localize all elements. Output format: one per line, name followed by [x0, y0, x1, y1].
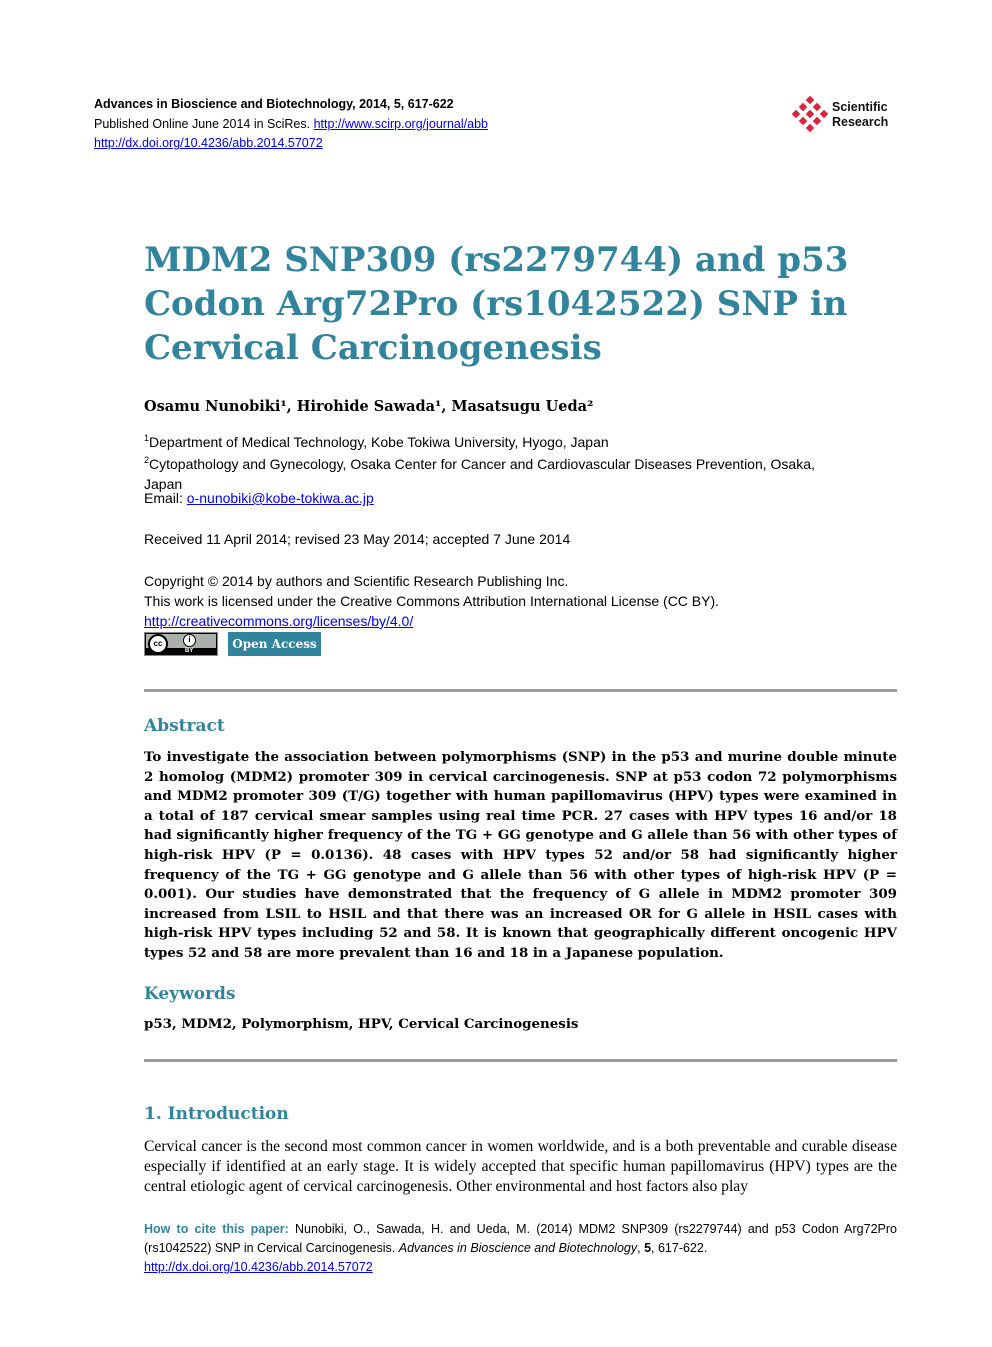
abstract-body: To investigate the association between polymorphisms (SNP) in the p53 and murine double minute 2 homolog (MDM2) promoter 309 in cervical carcinogenesis. SNP at p53 codon 72 polymorphisms and MDM2 promoter 309 (T/G) together with human papillomavirus (HPV) types were examined in a total of 187 cervical smear samples using real time PCR. 27 cases with HPV types 16 and/or 18 had significantly higher frequency of the TG + GG genotype and G allele than 56 with other types of high-risk HPV (P = 0.0136). 48 cases with HPV types 52 and/or 58 had significantly higher frequency of the TG + GG genotype and G allele than 56 with other types of high-risk HPV (P = 0.001). Our studies have demonstrated that the frequency of G allele in MDM2 promoter 309 increased from LSIL to HSIL and that there was an increased OR for G allele in HSIL cases with high-risk HPV types including 52 and 58. It is known that geographically different oncogenic HPV types 52 and 58 are more prevalent than 16 and 18 in a Japanese population.	[144, 749, 897, 961]
introduction-heading: 1. Introduction	[144, 1104, 289, 1124]
affiliation-1	[144, 428, 844, 452]
paper-title: MDM2 SNP309 (rs2279744) and p53 Codon Arg72Pro (rs1042522) SNP in Cervical Carcinogenesis	[144, 240, 849, 368]
citation-pages: , 617-622.	[651, 1241, 708, 1255]
journal-header	[94, 95, 488, 154]
citation-label: How to cite this paper:	[144, 1222, 289, 1236]
license-line: This work is licensed under the Creative Commons Attribution International License (CC BY).	[144, 593, 720, 609]
affiliation-2-number: 2	[144, 455, 150, 465]
doi-link[interactable]: http://dx.doi.org/10.4236/abb.2014.57072	[94, 136, 323, 150]
publisher-logo-icon	[790, 96, 830, 136]
keywords-list: p53, MDM2, Polymorphism, HPV, Cervical Carcinogenesis	[144, 1016, 579, 1032]
citation-journal: Advances in Bioscience and Biotechnology	[398, 1241, 638, 1255]
published-prefix: Published Online June 2014 in SciRes.	[94, 116, 314, 131]
citation-text: Nunobiki, O., Sawada, H. and Ueda, M. (2014) MDM2 SNP309 (rs2279744) and p53 Codon Arg72Pro (rs1042522) SNP in Cervical Carcinogenesis.	[144, 1222, 897, 1255]
copyright-line: Copyright © 2014 by authors and Scientific Research Publishing Inc.	[144, 573, 569, 589]
cc-icon: cc	[148, 634, 168, 654]
license-url-link[interactable]: http://creativecommons.org/licenses/by/4.0/	[144, 613, 414, 629]
attribution-icon: i	[183, 634, 196, 647]
cc-by-badge[interactable]	[144, 632, 218, 656]
citation-block	[144, 1220, 897, 1277]
open-access-badge: Open Access	[228, 632, 321, 656]
citation-doi-link[interactable]: http://dx.doi.org/10.4236/abb.2014.57072	[144, 1260, 373, 1274]
logo-text-line1: Scientific	[832, 100, 888, 114]
affiliation-1-number: 1	[144, 433, 150, 443]
section-divider	[144, 689, 897, 692]
copyright-block	[144, 571, 719, 631]
scientific-research-logo	[790, 96, 910, 136]
logo-text-line2: Research	[832, 115, 889, 129]
email-link[interactable]: o-nunobiki@kobe-tokiwa.ac.jp	[186, 490, 374, 506]
citation-volume: 5	[644, 1241, 652, 1255]
keywords-heading: Keywords	[144, 984, 236, 1004]
journal-citation-line: Advances in Bioscience and Biotechnology, 2014, 5, 617-622	[94, 97, 454, 111]
published-line	[94, 115, 488, 135]
citation-comma: ,	[637, 1241, 645, 1255]
introduction-body: Cervical cancer is the second most common cancer in women worldwide, and is a both preventable and curable disease especially if identified at an early stage. It is widely accepted that specific human papillomavirus (HPV) types are the central etiologic agent of cervical carcinogenesis. Other environmental and host factors also play	[144, 1138, 897, 1195]
by-label: BY	[185, 648, 194, 654]
abstract-heading: Abstract	[144, 716, 225, 736]
received-dates: Received 11 April 2014; revised 23 May 2014; accepted 7 June 2014	[144, 531, 571, 547]
affiliation-2-text: Cytopathology and Gynecology, Osaka Center for Cancer and Cardiovascular Diseases Prevention, Osaka, Japan	[144, 456, 815, 492]
email-label: Email:	[144, 490, 187, 506]
email-line	[144, 490, 374, 506]
affiliation-1-text: Department of Medical Technology, Kobe Tokiwa University, Hyogo, Japan	[149, 434, 609, 450]
author-list: Osamu Nunobiki¹, Hirohide Sawada¹, Masatsugu Ueda²	[144, 398, 594, 415]
affiliation-2	[144, 450, 844, 494]
section-divider	[144, 1059, 897, 1062]
journal-url-link[interactable]: http://www.scirp.org/journal/abb	[313, 116, 488, 131]
